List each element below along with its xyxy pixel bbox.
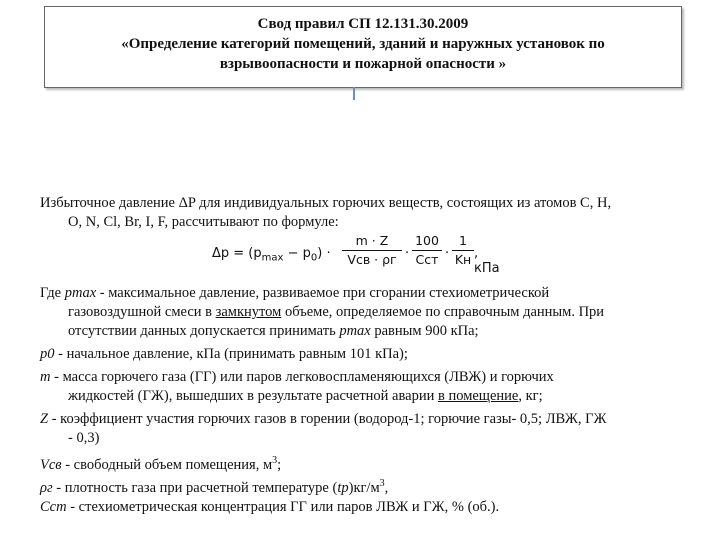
def-m-line-1: m - масса горючего газа (ГГ) или паров легковоспламеняющихся (ЛВЖ) и горючих [40,369,554,385]
def-pmax-line-2: газовоздушной смеси в замкнутом объеме, определяемое по справочным данным. При [68,304,605,320]
def-z-line-1: Z - коэффициент участия горючих газов в горении (водород-1; горючие газы- 0,5; ЛВЖ, ГЖ [40,411,607,427]
def-density: ρг - плотность газа при расчетной температуре $(tр)кг/м^3$, [40,478,389,496]
def-pmax-line-3: отсутствии данных допускается принимать pmax равным 900 кПа; [68,323,479,339]
def-pmax-line-1: Где pmax - максимальное давление, развиваемое при сгорании стехиометрической [40,285,550,301]
text-cursor-mark [353,87,355,100]
title-line-3: взрывоопасности и пожарной опасности » [219,56,507,72]
def-p0: p0 - начальное давление, кПа (принимать равным 101 кПа); [40,346,408,362]
intro-line-2: О, N, Cl, Br, I, F, рассчитывают по формуле: [68,214,339,230]
pressure-formula: $\Delta p = (p_{max} - p_0)$ · m · Z Vсв · ρг · 100 Cст · 1 Kн , кПа [212,232,502,276]
def-volume: Vсв - свободный объем помещения, $м^3$; [40,455,282,473]
intro-line-1: Избыточное давление ΔP для индивидуальных горючих веществ, состоящих из атомов С, Н, [40,195,612,211]
title-line-2: «Определение категорий помещений, зданий и наружных установок по [121,36,605,52]
def-concentration: Cст - стехиометрическая концентрация ГГ или паров ЛВЖ и ГЖ, % (об.). [40,499,500,515]
fraction-concentration: 100 Cст [412,232,442,269]
formula-lhs: $\Delta p = (p_{max} - p_0)$ · [212,246,331,264]
def-z-line-2: - 0,3) [68,430,100,446]
fraction-mass: m · Z Vсв · ρг [342,232,402,269]
formula-unit: , кПа [474,246,500,276]
title-line-1: Свод правил СП 12.131.30.2009 [257,16,469,32]
def-m-line-2: жидкостей (ГЖ), вышедших в результате расчетной аварии в помещение, кг; [68,388,543,404]
document-title-box [44,6,682,88]
fraction-k: 1 Kн [452,232,474,269]
